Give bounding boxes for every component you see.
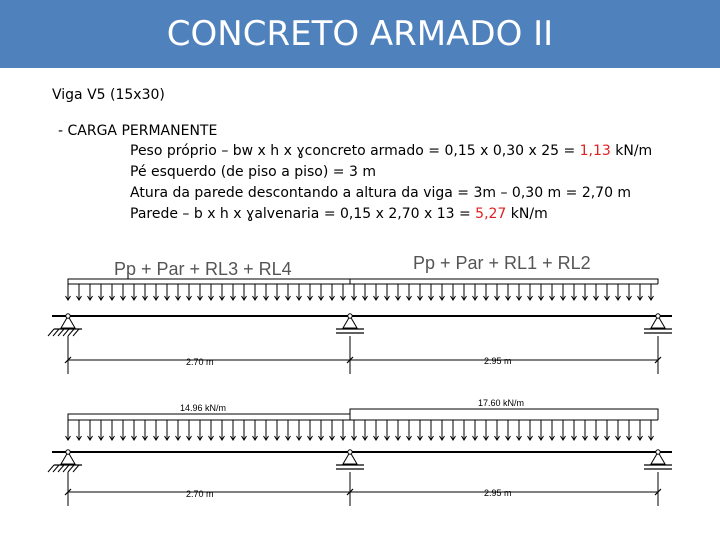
wall-height-line: Atura da parede descontando a altura da viga = 3m – 0,30 m = 2,70 m: [130, 185, 632, 201]
bottom-span-right-label: 2.95 m: [484, 488, 512, 498]
top-beam-diagram: [48, 253, 672, 374]
top-span-left-label: 2.70 m: [186, 357, 214, 367]
wall-load-unit: kN/m: [506, 206, 548, 222]
self-weight-text: Peso próprio – bw x h x ɣconcreto armado = 0,15 x 0,30 x 25 =: [130, 143, 580, 159]
top-span-right-label: 2.95 m: [484, 356, 512, 366]
support-pin: [348, 450, 352, 454]
support-hatch: [63, 465, 69, 472]
support-hatch: [58, 329, 64, 336]
bottom-load-right-label: 17.60 kN/m: [478, 398, 525, 408]
support-hatch: [68, 329, 74, 336]
support-pin: [66, 450, 70, 454]
support-hatch: [68, 465, 74, 472]
top-load-right-label: Pp + Par + RL1 + RL2: [413, 253, 591, 273]
support-pin: [66, 314, 70, 318]
load-block-left: [68, 279, 350, 284]
load-block-right: [350, 279, 658, 284]
support-hatch: [63, 329, 69, 336]
slide-title: CONCRETO ARMADO II: [166, 14, 554, 54]
load-block-left: [68, 414, 350, 420]
support-pin: [656, 450, 660, 454]
self-weight-unit: kN/m: [610, 143, 653, 159]
support-hatch: [73, 329, 79, 336]
wall-load-text: Parede – b x h x ɣalvenaria = 0,15 x 2,70 x 13 =: [130, 206, 476, 222]
support-hatch: [48, 465, 54, 472]
support-hatch: [48, 329, 54, 336]
section-heading: - CARGA PERMANENTE: [58, 123, 218, 139]
top-load-left-label: Pp + Par + RL3 + RL4: [114, 259, 292, 279]
beam-name: Viga V5 (15x30): [52, 87, 165, 103]
bottom-span-left-label: 2.70 m: [186, 489, 214, 499]
support-hatch: [58, 465, 64, 472]
bottom-beam-diagram: [48, 398, 672, 506]
support-hatch: [53, 465, 59, 472]
self-weight-value: 1,13: [579, 143, 611, 159]
support-pin: [348, 314, 352, 318]
support-hatch: [73, 465, 79, 472]
support-pin: [656, 314, 660, 318]
floor-height-line: Pé esquerdo (de piso a piso) = 3 m: [130, 164, 376, 180]
bottom-load-left-label: 14.96 kN/m: [180, 403, 227, 413]
load-block-right: [350, 409, 658, 420]
wall-load-value: 5,27: [475, 206, 507, 222]
support-hatch: [53, 329, 59, 336]
